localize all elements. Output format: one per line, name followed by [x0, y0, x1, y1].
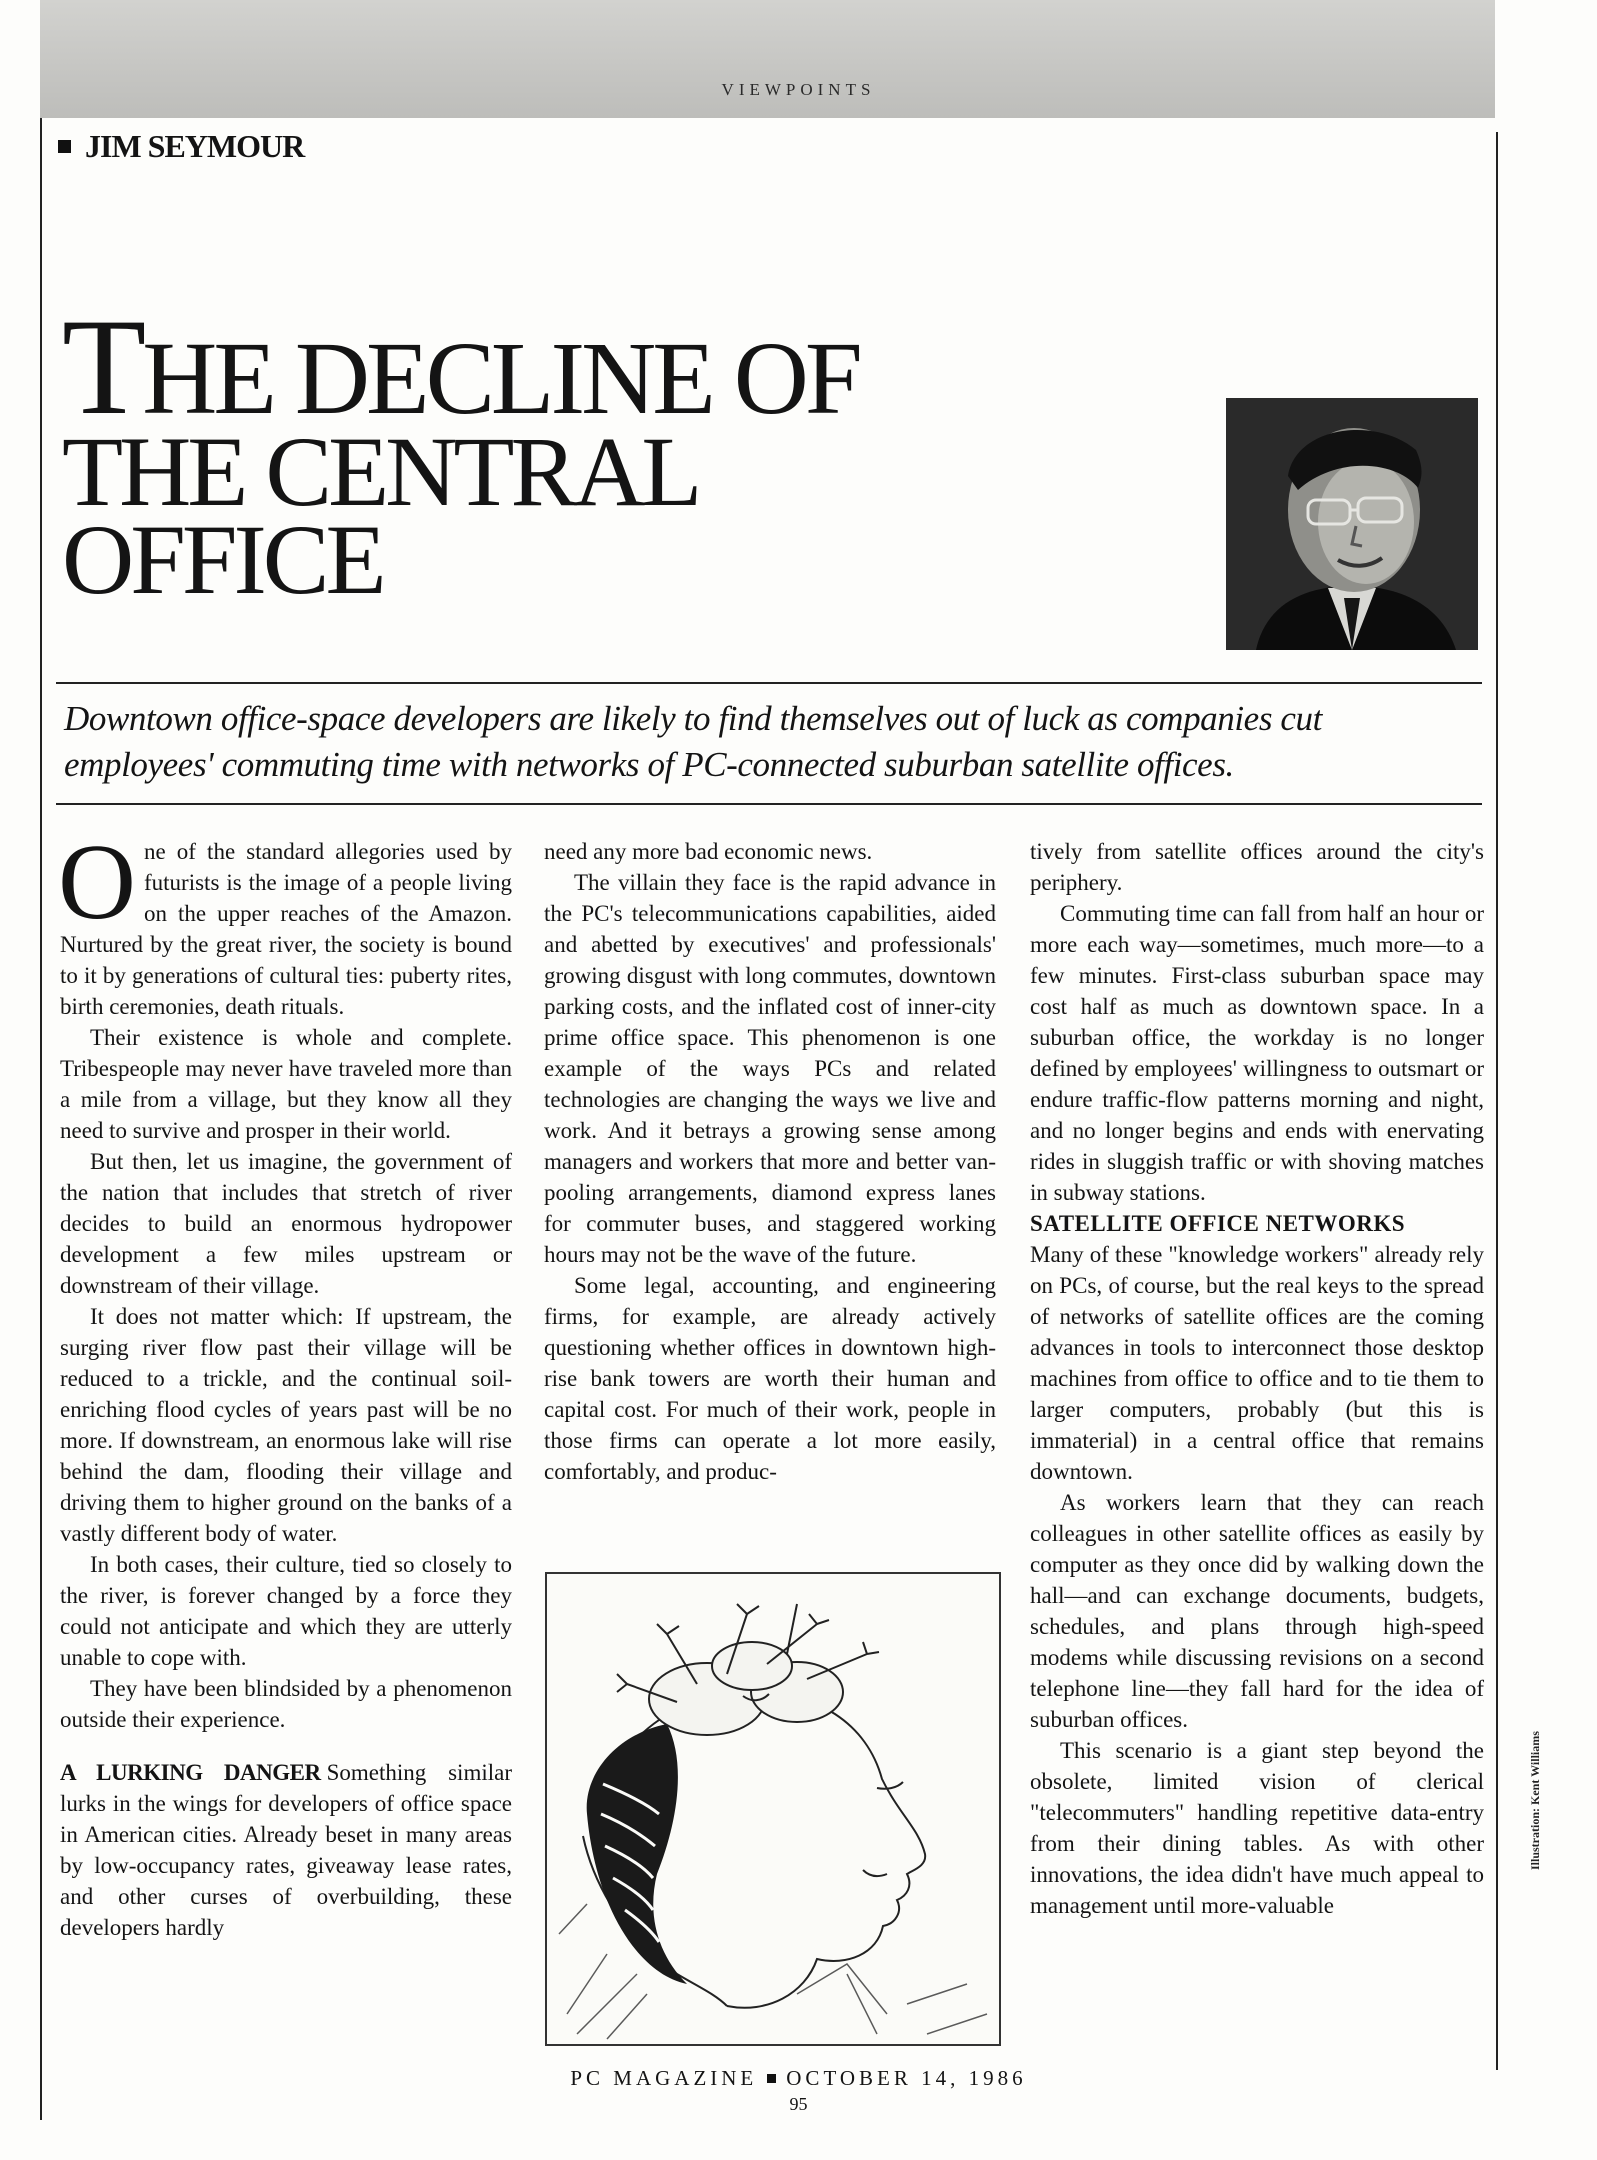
bullet-square-icon: [767, 2074, 776, 2083]
article-illustration: [545, 1572, 1001, 2046]
illustration-drawing: [547, 1574, 999, 2044]
author-byline: [58, 128, 304, 165]
issue-date: OCTOBER 14, 1986: [786, 2066, 1027, 2090]
right-column-rule: [1496, 132, 1498, 2070]
paragraph: [58, 823, 512, 1022]
paragraph: Their existence is whole and complete. Tribespeople may never have traveled more than a mile from a village, but they know all they need to survive and prosper in their world.: [60, 1025, 512, 1143]
magazine-name: PC MAGAZINE: [570, 2066, 758, 2090]
section-subhead: SATELLITE OFFICE NETWORKS: [1030, 1211, 1406, 1236]
headline-line-3: OFFICE: [62, 504, 383, 615]
author-portrait-drawing: [1226, 398, 1478, 650]
paragraph: As workers learn that they can reach colleagues in other satellite offices as easily by computer as they once did by walking down the hall—and can exchange documents, budgets, schedules, and plans through high-speed modems while discussing revisions on a second telephone line—they fall hard for the idea of suburban offices.: [1030, 1490, 1484, 1732]
headline-initial-cap: T: [62, 290, 143, 443]
paragraph-text: Something similar lurks in the wings for developers of office space in American cities. Already beset in many areas by low-occupancy rates, giveaway lease rates, and other curses of overbuilding, these developers hardly: [60, 1760, 512, 1940]
page-number: 95: [789, 2094, 808, 2114]
run-in-subhead: A LURKING DANGER: [60, 1760, 321, 1785]
paragraph: The villain they face is the rapid advance in the PC's telecommunications capabilities, aided and abetted by executives' and professionals' growing disgust with long commutes, downtown parking costs, and the inflated cost of inner-city prime office space. This phenomenon is one example of the ways PCs and related technologies are changing the ways we live and work. And it betrays a growing sense among managers and workers that more and better van-pooling arrangements, diamond express lanes for commuter buses, and staggered working hours may not be the wave of the future.: [544, 870, 996, 1267]
author-photo: [1226, 398, 1478, 650]
left-column-rule: [40, 118, 42, 2120]
paragraph: [60, 1757, 512, 1943]
paragraph: need any more bad economic news.: [544, 839, 873, 864]
headline-line-1: [62, 290, 1162, 443]
paragraph: tively from satellite offices around the city's periphery.: [1030, 839, 1484, 895]
bullet-square-icon: [58, 140, 71, 153]
paragraph: Some legal, accounting, and engineering firms, for example, are already actively questioning whether offices in downtown high-rise bank towers are worth their human and capital cost. For much of their work, people in those firms can operate a lot more easily, comfortably, and produc-: [544, 1273, 996, 1484]
headline-line-2: THE CENTRAL: [62, 416, 699, 527]
author-name: JIM SEYMOUR: [85, 128, 305, 164]
drop-cap: O: [58, 823, 136, 942]
article-headline: [62, 290, 1162, 615]
illustration-credit: Illustration: Kent Williams: [1528, 1731, 1542, 1870]
article-deck: Downtown office-space developers are likely to find themselves out of luck as companies cut employees' commuting time with networks of PC-connected suburban satellite offices.: [64, 699, 1322, 784]
paragraph: This scenario is a giant step beyond the obsolete, limited vision of clerical "telecommuters" handling repetitive data-entry from their dining tables. As with other innovations, the idea didn't have much appeal to management until more-valuable: [1030, 1738, 1484, 1918]
deck-bottom-rule: [56, 803, 1482, 805]
body-column-2: [544, 836, 996, 1487]
paragraph-text: ne of the standard allegories used by futurists is the image of a people living on the upper reaches of the Amazon. Nurtured by the great river, the society is bound to it by generations of cultural ties: puberty rites, birth ceremonies, death rituals.: [60, 839, 512, 1019]
headline-line-1-rest: HE DECLINE OF: [142, 321, 859, 436]
paragraph: They have been blindsided by a phenomenon outside their experience.: [60, 1676, 512, 1732]
paragraph: Commuting time can fall from half an hour or more each way—sometimes, much more—to a few minutes. First-class suburban space may cost half as much as downtown space. In a suburban office, the workday is no longer defined by employees' willingness to outsmart or endure traffic-flow patterns morning and night, and no longer begins and ends with enervating rides in sluggish traffic or with shoving matches in subway stations.: [1030, 901, 1484, 1205]
body-column-1: [58, 823, 512, 1943]
paragraph: It does not matter which: If upstream, the surging river flow past their village will be reduced to a trickle, and the continual soil-enriching flood cycles of years past will be no more. If downstream, an enormous lake will rise behind the dam, flooding their village and driving them to higher ground on the banks of a vastly different body of water.: [60, 1304, 512, 1546]
paragraph: In both cases, their culture, tied so closely to the river, is forever changed by a force they could not anticipate and which they are utterly unable to cope with.: [60, 1552, 512, 1670]
header-band: [40, 0, 1495, 118]
body-column-3: [1030, 836, 1484, 1921]
page-footer: [0, 2066, 1597, 2091]
deck-top-rule: [56, 682, 1482, 684]
section-label: VIEWPOINTS: [721, 80, 876, 99]
paragraph: But then, let us imagine, the government of the nation that includes that stretch of river decides to build an enormous hydropower development a few miles upstream or downstream of their village.: [60, 1149, 512, 1298]
paragraph: Many of these "knowledge workers" already rely on PCs, of course, but the real keys to the spread of networks of satellite offices are the coming advances in tools to interconnect those desktop machines from office to office and to tie them to larger computers, probably (but this is immaterial) in a central office that remains downtown.: [1030, 1242, 1484, 1484]
